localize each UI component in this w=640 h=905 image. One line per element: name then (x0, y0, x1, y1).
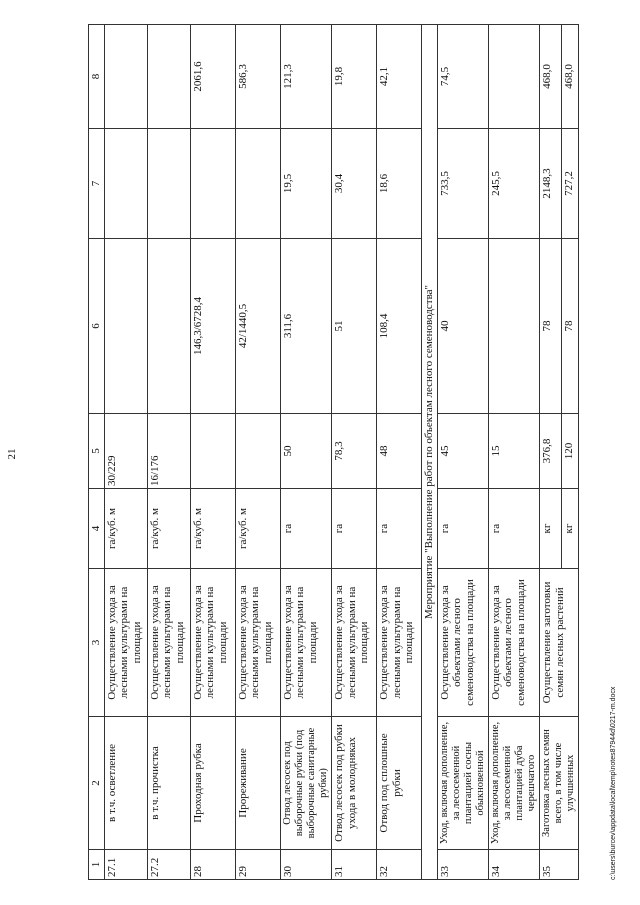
activity-name: Отвод под сплошные рубки (376, 717, 421, 850)
activity-name: в т.ч. осветление (104, 717, 147, 850)
value-col8 (488, 25, 539, 129)
value-col7: 245,5 (488, 129, 539, 239)
value-col5: 45 (437, 414, 488, 489)
value-col8: 121,3 (280, 25, 331, 129)
measure-description: Осуществление ухода за лесными культурами на площади (190, 569, 235, 717)
measure-description: Осуществление ухода за лесными культурами на площади (235, 569, 280, 717)
value-col7: 2148,3 (540, 129, 561, 239)
activity-name: в т.ч. прочистка (147, 717, 190, 850)
section-row (421, 25, 437, 880)
value-col6: 40 (437, 239, 488, 414)
value-col5: 15 (488, 414, 539, 489)
rotated-table-container (88, 25, 577, 880)
value-col5 (190, 414, 235, 489)
measure-description: Осуществление ухода за лесными культурами на площади (331, 569, 376, 717)
value-col8: 468,0 (540, 25, 561, 129)
table-row (331, 25, 376, 880)
value-col7 (235, 129, 280, 239)
activity-name: Уход, включая дополнение, за лесосеменной плантацией дуба черешчатого (488, 717, 539, 850)
value-col6: 78 (540, 239, 561, 414)
table-row (104, 25, 147, 880)
unit: га/куб. м (147, 489, 190, 569)
measure-description: Осуществление заготовки семян лесных растений (540, 569, 579, 717)
measure-description: Осуществление ухода за лесными культурами на площади (280, 569, 331, 717)
unit: га (488, 489, 539, 569)
value-col6: 108,4 (376, 239, 421, 414)
row-number: 27.1 (104, 850, 147, 880)
value-col6 (104, 239, 147, 414)
value-col7: 18,6 (376, 129, 421, 239)
row-number: 27.2 (147, 850, 190, 880)
unit: га (280, 489, 331, 569)
header-cell: 5 (89, 414, 105, 489)
table-row (147, 25, 190, 880)
activity-name: Заготовка лесных семян всего, в том числе улучшенных (540, 717, 579, 850)
header-cell: 6 (89, 239, 105, 414)
value-col8: 586,3 (235, 25, 280, 129)
header-cell: 1 (89, 850, 105, 880)
value-col7: 30,4 (331, 129, 376, 239)
value-col5: 16/176 (147, 414, 190, 489)
value-col5: 78,3 (331, 414, 376, 489)
value-col8: 42,1 (376, 25, 421, 129)
value-col5: 120 (561, 414, 579, 489)
measure-description: Осуществление ухода за объектами лесного семеноводства на площади (488, 569, 539, 717)
unit: га (437, 489, 488, 569)
table-row (376, 25, 421, 880)
row-number: 29 (235, 850, 280, 880)
value-col7 (190, 129, 235, 239)
activity-name: Проходная рубка (190, 717, 235, 850)
row-number: 28 (190, 850, 235, 880)
column-number-header (89, 25, 105, 880)
value-col5: 48 (376, 414, 421, 489)
measure-description: Осуществление ухода за объектами лесного семеноводства на площади (437, 569, 488, 717)
value-col5: 30/229 (104, 414, 147, 489)
value-col8 (147, 25, 190, 129)
value-col5 (235, 414, 280, 489)
table-row (235, 25, 280, 880)
row-number: 31 (331, 850, 376, 880)
unit: га/куб. м (104, 489, 147, 569)
value-col7 (147, 129, 190, 239)
row-number: 34 (488, 850, 539, 880)
rotated-page-content (88, 25, 577, 880)
footer-file-path (610, 590, 622, 880)
activity-name: Уход, включая дополнение, за лесосеменной плантацией сосны обыкновенной (437, 717, 488, 850)
table-row (280, 25, 331, 880)
value-col8: 2061,6 (190, 25, 235, 129)
value-col6: 51 (331, 239, 376, 414)
header-cell: 8 (89, 25, 105, 129)
value-col7: 19,5 (280, 129, 331, 239)
row-number: 33 (437, 850, 488, 880)
header-cell: 2 (89, 717, 105, 850)
unit: га (331, 489, 376, 569)
measure-description: Осуществление ухода за лесными культурами на площади (147, 569, 190, 717)
value-col8: 19,8 (331, 25, 376, 129)
value-col7: 733,5 (437, 129, 488, 239)
forestry-measures-table (88, 24, 579, 880)
value-col7: 727,2 (561, 129, 579, 239)
unit: кг (561, 489, 579, 569)
value-col5: 376,8 (540, 414, 561, 489)
row-number: 30 (280, 850, 331, 880)
header-cell: 3 (89, 569, 105, 717)
table-row (488, 25, 539, 880)
table-row (437, 25, 488, 880)
activity-name: Отвод лесосек под рубки ухода в молодняках (331, 717, 376, 850)
table-row (540, 25, 561, 880)
value-col8: 74,5 (437, 25, 488, 129)
row-number: 35 (540, 850, 579, 880)
value-col6 (147, 239, 190, 414)
unit: кг (540, 489, 561, 569)
value-col7 (104, 129, 147, 239)
measure-description: Осуществление ухода за лесными культурами на площади (104, 569, 147, 717)
unit: га/куб. м (190, 489, 235, 569)
value-col6: 42/1440,5 (235, 239, 280, 414)
value-col8: 468,0 (561, 25, 579, 129)
activity-name: Отвод лесосек под выборочные рубки (под выборочные санитарные рубки) (280, 717, 331, 850)
measure-description: Осуществление ухода за лесными культурами на площади (376, 569, 421, 717)
row-number: 32 (376, 850, 421, 880)
value-col6: 78 (561, 239, 579, 414)
value-col6: 311,6 (280, 239, 331, 414)
footer-path-text: c:\users\burcev\appdata\local\temp\notes87944d\0217-m.docx (610, 686, 617, 880)
header-cell: 7 (89, 129, 105, 239)
activity-name: Прореживание (235, 717, 280, 850)
value-col6 (488, 239, 539, 414)
value-col5: 50 (280, 414, 331, 489)
value-col6: 146,3/6728,4 (190, 239, 235, 414)
unit: га/куб. м (235, 489, 280, 569)
value-col8 (104, 25, 147, 129)
table-row (190, 25, 235, 880)
section-title: Мероприятие "Выполнение работ по объектам лесного семеноводства" (421, 25, 437, 880)
header-cell: 4 (89, 489, 105, 569)
page-number: 21 (6, 448, 18, 460)
unit: га (376, 489, 421, 569)
